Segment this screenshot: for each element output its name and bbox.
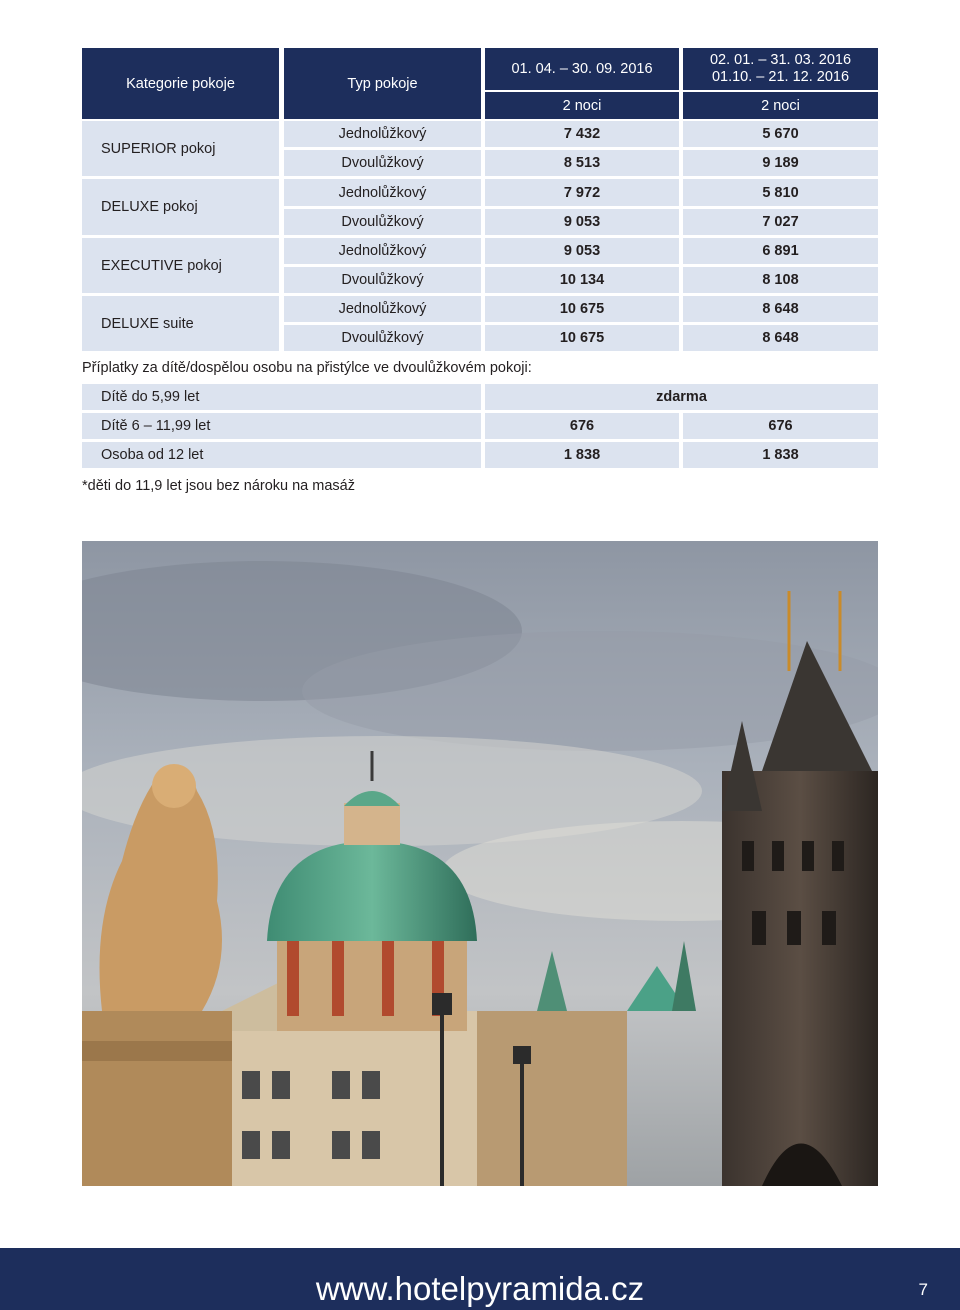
- row-type: Jednolůžkový: [284, 296, 481, 322]
- row-price-season-1: 7 432: [485, 121, 679, 147]
- supplement-label: Dítě do 5,99 let: [82, 384, 481, 410]
- row-price-season-1: 10 675: [485, 296, 679, 322]
- header-season-2-line-1: 02. 01. – 31. 03. 2016: [709, 52, 852, 68]
- row-price-season-1: 9 053: [485, 238, 679, 264]
- header-category: Kategorie pokoje: [82, 48, 279, 119]
- footnote: *děti do 11,9 let jsou bez nároku na masáž: [82, 478, 355, 494]
- row-type: Jednolůžkový: [284, 121, 481, 147]
- supplements-heading: Příplatky za dítě/dospělou osobu na přistýlce ve dvoulůžkovém pokoji:: [82, 360, 532, 376]
- website-url[interactable]: www.hotelpyramida.cz: [315, 1270, 645, 1307]
- category-executive: EXECUTIVE pokoj: [82, 238, 279, 293]
- row-price-season-1: 9 053: [485, 209, 679, 235]
- supplement-price-season-2: 1 838: [683, 442, 878, 468]
- header-season-1: 01. 04. – 30. 09. 2016: [485, 48, 679, 90]
- header-nights-1: 2 noci: [485, 92, 679, 119]
- row-price-season-2: 7 027: [683, 209, 878, 235]
- row-price-season-1: 7 972: [485, 179, 679, 206]
- header-season-2: [683, 48, 878, 90]
- prague-skyline-photo: [82, 541, 878, 1186]
- row-price-season-2: 8 648: [683, 325, 878, 351]
- row-type: Jednolůžkový: [284, 238, 481, 264]
- supplement-price-season-2: 676: [683, 413, 878, 439]
- header-season-2-line-2: 01.10. – 21. 12. 2016: [711, 69, 850, 85]
- row-type: Dvoulůžkový: [284, 209, 481, 235]
- category-superior: SUPERIOR pokoj: [82, 121, 279, 176]
- header-room-type: Typ pokoje: [284, 48, 481, 119]
- row-price-season-2: 5 670: [683, 121, 878, 147]
- page-number: 7: [918, 1280, 928, 1299]
- supplement-label: Osoba od 12 let: [82, 442, 481, 468]
- row-price-season-2: 8 108: [683, 267, 878, 293]
- row-price-season-1: 8 513: [485, 150, 679, 176]
- row-price-season-1: 10 675: [485, 325, 679, 351]
- supplement-value-free: zdarma: [485, 384, 878, 410]
- row-type: Dvoulůžkový: [284, 150, 481, 176]
- row-type: Dvoulůžkový: [284, 267, 481, 293]
- row-price-season-2: 8 648: [683, 296, 878, 322]
- row-price-season-2: 6 891: [683, 238, 878, 264]
- category-deluxe: DELUXE pokoj: [82, 179, 279, 235]
- row-price-season-1: 10 134: [485, 267, 679, 293]
- row-price-season-2: 5 810: [683, 179, 878, 206]
- supplement-label: Dítě 6 – 11,99 let: [82, 413, 481, 439]
- header-nights-2: 2 noci: [683, 92, 878, 119]
- row-price-season-2: 9 189: [683, 150, 878, 176]
- row-type: Jednolůžkový: [284, 179, 481, 206]
- supplement-price-season-1: 676: [485, 413, 679, 439]
- supplement-price-season-1: 1 838: [485, 442, 679, 468]
- category-deluxe-suite: DELUXE suite: [82, 296, 279, 351]
- row-type: Dvoulůžkový: [284, 325, 481, 351]
